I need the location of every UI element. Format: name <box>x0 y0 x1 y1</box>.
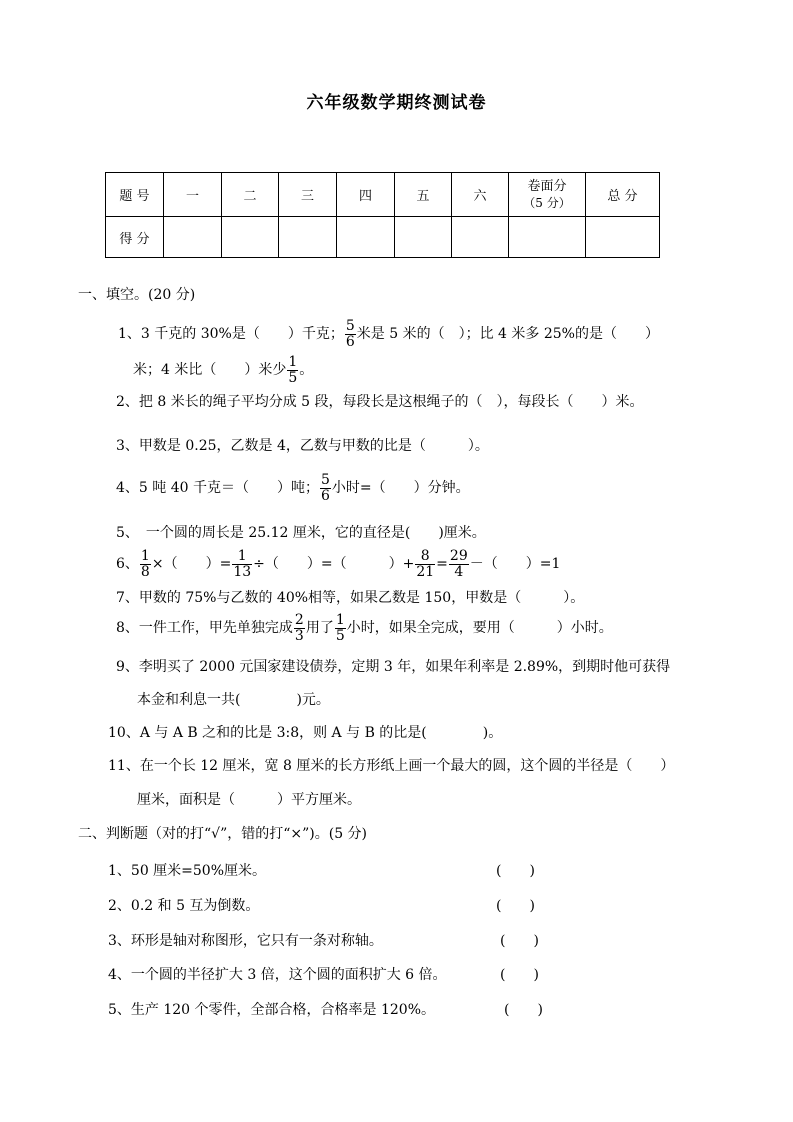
score-cell[interactable] <box>337 217 395 258</box>
answer-blank[interactable]: ( ) <box>500 933 539 949</box>
score-table-header: 六 <box>452 173 509 217</box>
judge-item-3: 3、环形是轴对称图形，它只有一条对称轴。 <box>108 933 383 949</box>
q6-text-e: －（ ）=1 <box>469 556 561 572</box>
question-4 <box>116 470 470 506</box>
q4-text-b: 小时=（ ）分钟。 <box>331 480 470 496</box>
score-cell[interactable] <box>452 217 509 258</box>
judge-item-1: 1、50 厘米=50%厘米。 <box>108 863 267 879</box>
fraction: $\frac{5}{6}$ <box>320 471 330 504</box>
page-title: 六年级数学期终测试卷 <box>306 93 487 113</box>
answer-blank[interactable]: ( ) <box>496 863 535 879</box>
q4-text-a: 4、5 吨 40 千克＝（ ）吨； <box>116 480 319 496</box>
score-table-header: 五 <box>395 173 452 217</box>
question-10: 10、A 与 A B 之和的比是 3:8，则 A 与 B 的比是( )。 <box>108 725 503 741</box>
question-2: 2、把 8 米长的绳子平均分成 5 段，每段长是这根绳子的（ ），每段长（ ）米。 <box>116 394 644 410</box>
score-cell[interactable] <box>222 217 279 258</box>
q8-text-c: 小时，如果全完成，要用（ ）小时。 <box>346 620 613 636</box>
q8-text-b: 用了 <box>305 620 334 636</box>
question-6 <box>116 546 560 582</box>
paper-score-label: 卷面分 <box>527 178 567 194</box>
fraction: $\frac{2}{3}$ <box>294 611 304 644</box>
score-row-label: 得 分 <box>106 217 164 258</box>
score-cell[interactable] <box>509 217 586 258</box>
q8-text-a: 8、一件工作，甲先单独完成 <box>116 620 293 636</box>
fraction: $\frac{1}{13}$ <box>233 547 252 580</box>
q1-text-b: 米是 5 米的（ ）；比 4 米多 25%的是（ ） <box>356 326 659 342</box>
score-table-header: 题 号 <box>106 173 164 217</box>
answer-blank[interactable]: ( ) <box>500 967 539 983</box>
q6-text-d: = <box>436 556 448 572</box>
score-cell[interactable] <box>164 217 222 258</box>
fraction: $\frac{8}{21}$ <box>416 547 435 580</box>
score-table <box>105 172 660 258</box>
question-1-line-2 <box>133 352 313 388</box>
score-table-header-paper <box>509 173 586 217</box>
judge-item-5: 5、生产 120 个零件，全部合格，合格率是 120%。 <box>108 1002 436 1018</box>
question-9-line-1: 9、李明买了 2000 元国家建设债券，定期 3 年，如果年利率是 2.89%，到期时他可获得 <box>116 659 671 675</box>
question-11-line-2: 厘米，面积是（ ）平方厘米。 <box>137 792 361 808</box>
score-table-header: 三 <box>279 173 337 217</box>
fraction: $\frac{1}{5}$ <box>288 353 298 386</box>
question-7: 7、甲数的 75%与乙数的 40%相等，如果乙数是 150，甲数是（ ）。 <box>116 590 585 606</box>
fraction: $\frac{29}{4}$ <box>449 547 468 580</box>
q1-text-a: 1、3 千克的 30%是（ ）千克； <box>118 326 344 342</box>
paper-score-note: （5 分） <box>523 195 571 210</box>
q6-text-b: ×（ ）= <box>151 556 232 572</box>
section2-heading: 二、判断题（对的打“√”，错的打“×”)。(5 分) <box>78 826 368 842</box>
score-cell[interactable] <box>586 217 660 258</box>
fraction: $\frac{1}{5}$ <box>335 611 345 644</box>
answer-blank[interactable]: ( ) <box>504 1002 543 1018</box>
fraction: $\frac{1}{8}$ <box>140 547 150 580</box>
score-table-header: 四 <box>337 173 395 217</box>
score-table-header: 一 <box>164 173 222 217</box>
judge-item-4: 4、一个圆的半径扩大 3 倍，这个圆的面积扩大 6 倍。 <box>108 967 447 983</box>
q1-text-d: 。 <box>299 362 314 378</box>
q1-text-c: 米；4 米比（ ）米少 <box>133 362 287 378</box>
score-cell[interactable] <box>395 217 452 258</box>
q6-text-c: ÷（ ）=（ ）+ <box>253 556 415 572</box>
judge-item-2: 2、0.2 和 5 互为倒数。 <box>108 898 260 914</box>
question-3: 3、甲数是 0.25，乙数是 4，乙数与甲数的比是（ ）。 <box>116 438 489 454</box>
section1-heading: 一、填空。(20 分) <box>78 287 196 303</box>
answer-blank[interactable]: ( ) <box>496 898 535 914</box>
score-cell[interactable] <box>279 217 337 258</box>
question-11-line-1: 11、在一个长 12 厘米，宽 8 厘米的长方形纸上画一个最大的圆，这个圆的半径是（ ） <box>108 758 675 774</box>
fraction: $\frac{5}{6}$ <box>345 317 355 350</box>
score-table-header: 二 <box>222 173 279 217</box>
question-5: 5、 一个圆的周长是 25.12 厘米，它的直径是( )厘米。 <box>116 525 486 541</box>
question-1-line-1 <box>118 316 659 352</box>
q6-text-a: 6、 <box>116 556 139 572</box>
score-table-header: 总 分 <box>586 173 660 217</box>
question-8 <box>116 610 613 646</box>
question-9-line-2: 本金和利息一共( )元。 <box>137 692 330 708</box>
